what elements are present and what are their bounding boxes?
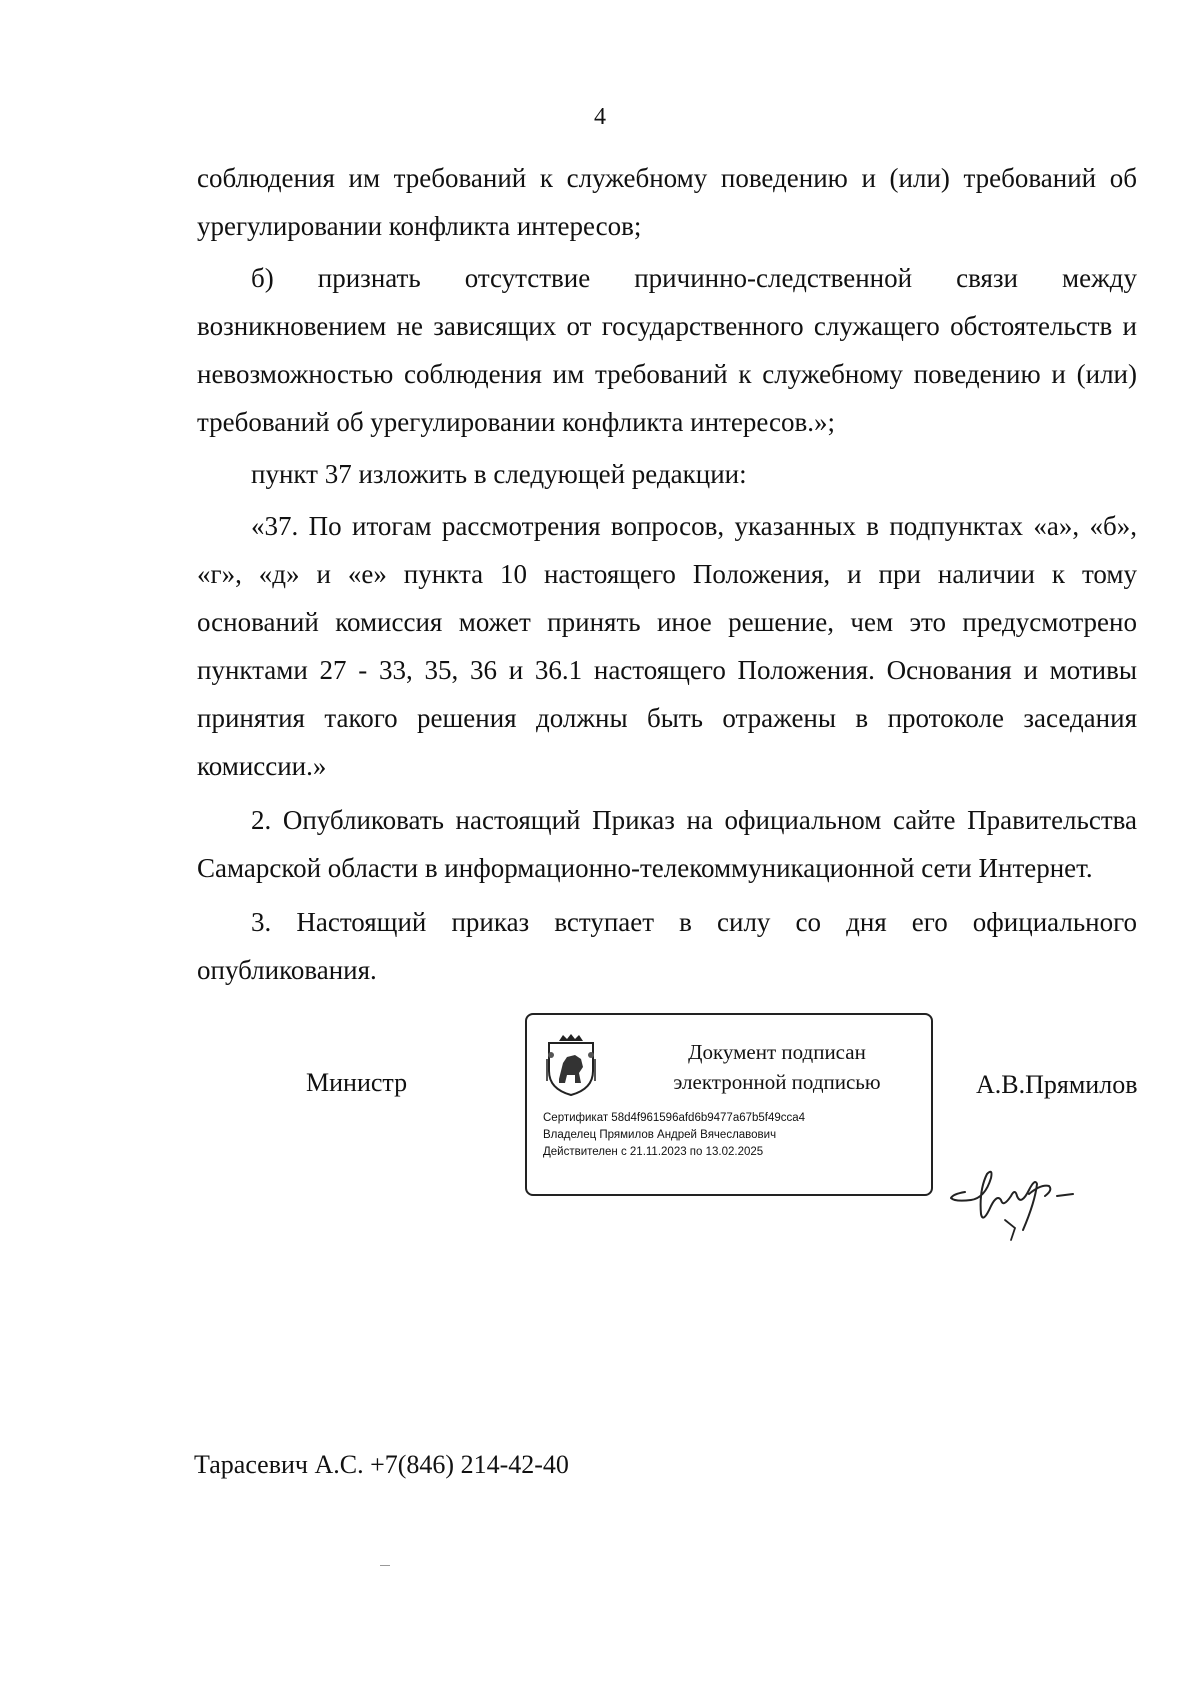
stamp-validity: Действителен с 21.11.2023 по 13.02.2025 [543, 1146, 764, 1158]
signer-name: А.В.Прямилов [976, 1070, 1138, 1099]
paragraph-item-3: 3. Настоящий приказ вступает в силу со дня его официального опубликования. [197, 907, 1137, 985]
stamp-owner: Владелец Прямилов Андрей Вячеславович [543, 1129, 777, 1141]
stamp-title [627, 1037, 927, 1097]
page-number: 4 [594, 104, 606, 130]
stamp-details [543, 1110, 805, 1161]
stamp-title-line1: Документ подписан [688, 1040, 866, 1064]
paragraph-continuation: соблюдения им требований к служебному поведению и (или) требований об урегулировании конфликта интересов; [197, 163, 1137, 241]
paragraph-item-37-intro: пункт 37 изложить в следующей редакции: [251, 459, 747, 489]
stamp-certificate: Сертификат 58d4f961596afd6b9477a67b5f49cca4 [543, 1112, 806, 1124]
paragraph-item-2: 2. Опубликовать настоящий Приказ на официальном сайте Правительства Самарской области в информационно-телекоммуникационной сети Интернет. [197, 805, 1137, 883]
stamp-title-line2: электронной подписью [673, 1070, 881, 1094]
signer-position: Министр [306, 1068, 408, 1097]
handwritten-signature-icon [945, 1150, 1095, 1250]
coat-of-arms-icon [545, 1033, 597, 1099]
contact-line: Тарасевич А.С. +7(846) 214-42-40 [194, 1450, 569, 1479]
e-signature-stamp [525, 1013, 933, 1196]
paragraph-subitem-b: б) признать отсутствие причинно-следственной связи между возникновением не зависящих от государственного служащего обстоятельств и невозможностью соблюдения им требований к служебному поведению и (или) требований об урегулировании конфликта интересов.»; [197, 263, 1137, 437]
document-body [197, 154, 1137, 994]
scan-artifact [380, 1565, 390, 1566]
paragraph-item-37-text: «37. По итогам рассмотрения вопросов, указанных в подпунктах «а», «б», «г», «д» и «е» пункта 10 настоящего Положения, и при наличии к тому оснований комиссия может принять иное решение, чем это предусмотрено пунктами 27 - 33, 35, 36 и 36.1 настоящего Положения. Основания и мотивы принятия такого решения должны быть отражены в протоколе заседания комиссии.» [197, 511, 1137, 781]
